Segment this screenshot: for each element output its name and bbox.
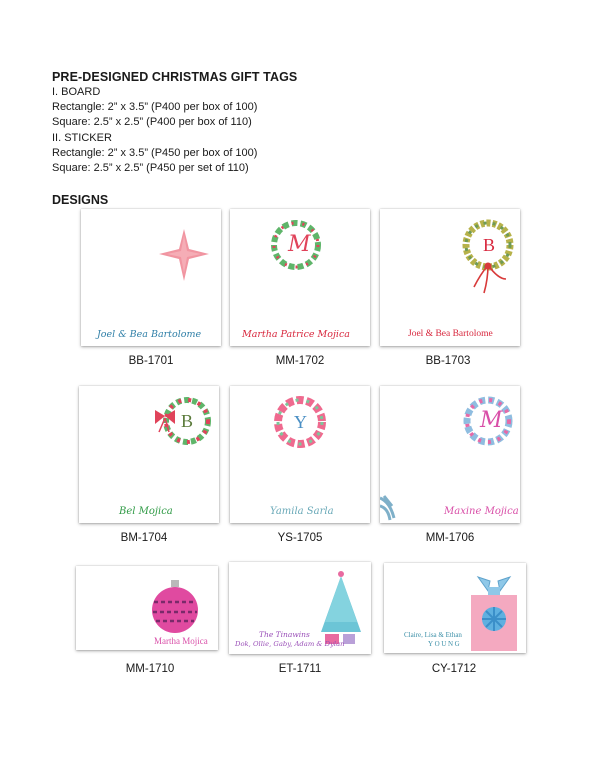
tag-card-bb-1701[interactable] [81,209,221,346]
sticker-rectangle-price: Rectangle: 2” x 3.5” (P450 per box of 100) [52,146,258,159]
tag-name: Yamila Sarla [270,506,334,517]
tag-name: Maxine Mojica [444,506,519,517]
header-block [52,70,472,176]
tag-card-et-1711[interactable] [229,562,371,654]
tag-card-mm-1706[interactable] [380,386,520,523]
tag-name-line2: Dok, Ollie, Gaby, Adam & Dylan [235,640,345,648]
board-rectangle-price: Rectangle: 2” x 3.5” (P400 per box of 100) [52,101,258,114]
design-code: YS-1705 [277,532,323,544]
tag-card-ys-1705[interactable] [230,386,370,523]
tag-name: Bel Mojica [119,506,173,517]
floral-wreath-icon [230,386,370,523]
gold-wreath-icon [380,209,520,346]
star-icon [81,209,221,346]
monogram: M [288,232,311,257]
designs-heading: DESIGNS [52,193,109,207]
tag-name-line1: The Tinawins [259,630,310,639]
section-sticker: II. STICKER [52,131,112,144]
monogram: B [483,235,496,255]
floral-wreath-icon [380,386,520,523]
tag-name: Joel & Bea Bartolome [408,329,493,339]
board-square-price: Square: 2.5” x 2.5” (P400 per box of 110) [52,116,252,129]
design-code: MM-1702 [275,355,325,367]
tag-name: Martha Mojica [154,636,208,646]
tag-name: Martha Patrice Mojica [242,329,350,340]
tag-card-bb-1703[interactable] [380,209,520,346]
page-title: PRE-DESIGNED CHRISTMAS GIFT TAGS [52,70,298,84]
design-code: MM-1706 [425,532,475,544]
sticker-square-price: Square: 2.5” x 2.5” (P450 per set of 110) [52,162,249,175]
monogram: B [181,411,194,431]
section-board: I. BOARD [52,86,101,98]
tag-card-mm-1702[interactable] [230,209,370,346]
tag-name-line1: Claire, Lisa & Ethan [404,631,462,639]
monogram: M [480,408,503,433]
wreath-icon [230,209,370,346]
tag-card-cy-1712[interactable] [384,563,526,653]
tag-name: Joel & Bea Bartolome [97,329,202,340]
tag-card-mm-1710[interactable] [76,566,218,650]
tag-card-bm-1704[interactable] [79,386,219,523]
design-code: BM-1704 [120,532,168,544]
design-code: ET-1711 [278,663,322,675]
design-code: MM-1710 [125,663,175,675]
tag-name-line2: YOUNG [428,640,462,648]
design-code: CY-1712 [431,663,477,675]
wreath-icon [79,386,219,523]
monogram: Y [294,412,307,432]
design-code: BB-1703 [425,355,471,367]
design-code: BB-1701 [128,355,174,367]
